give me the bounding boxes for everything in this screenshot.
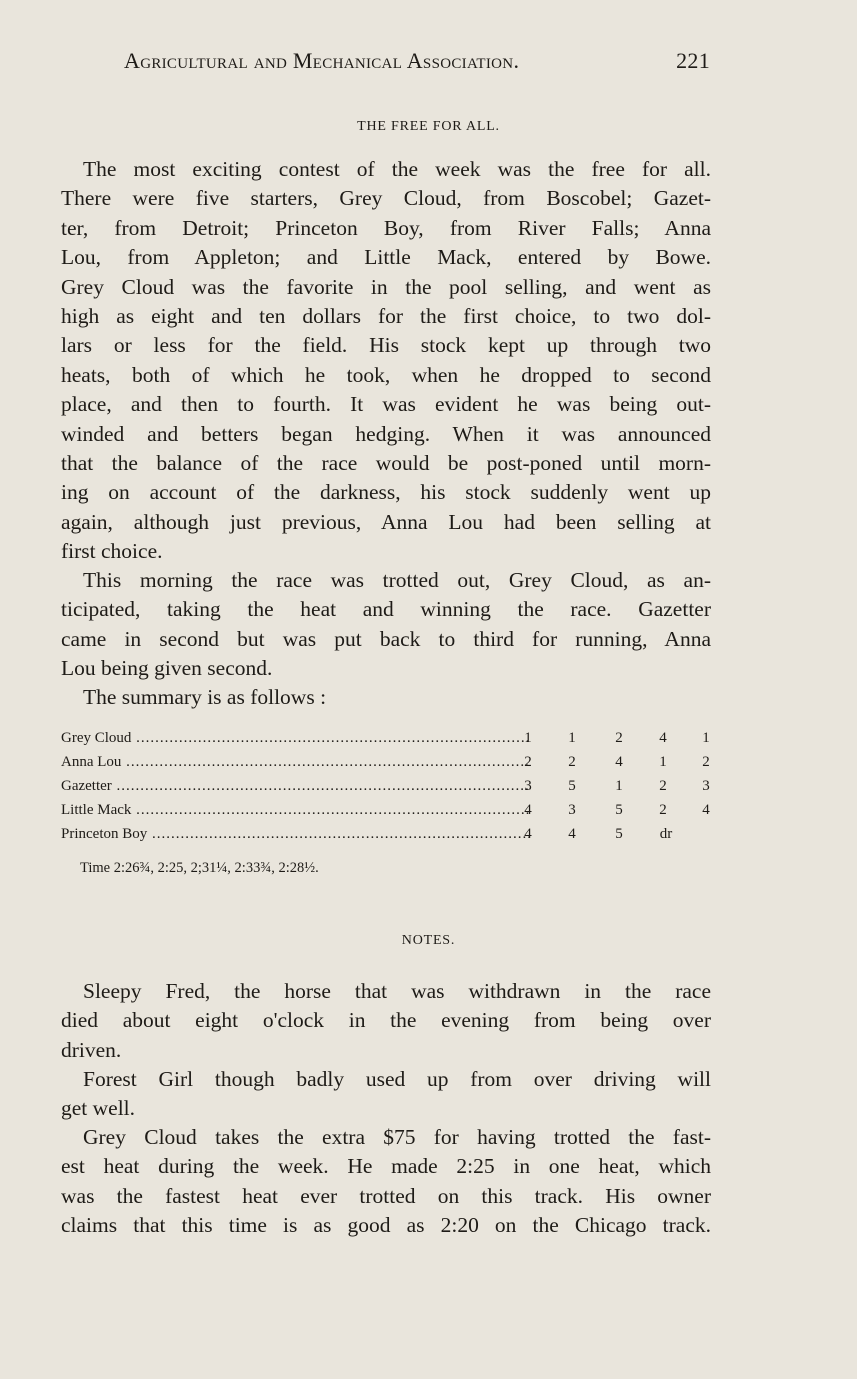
section-heading-notes: NOTES. — [401, 933, 456, 948]
horse-name: Anna Lou ..... — [61, 754, 531, 771]
table-row — [61, 802, 721, 826]
text-line: driven. — [61, 1037, 122, 1062]
text-line: Forest Girl though badly used up from over driving will — [83, 1067, 711, 1091]
text-line: Lou, from Appleton; and Little Mack, entered by Bowe. — [61, 245, 711, 270]
heat-result: 4 — [615, 754, 623, 770]
text-line: The most exciting contest of the week was the free for all. — [83, 157, 711, 181]
text-line: The summary is as follows : — [83, 685, 327, 709]
text-line: There were five starters, Grey Cloud, from Boscobel; Gazet- — [61, 186, 711, 211]
text-line: Grey Cloud takes the extra $75 for having trotted the fast- — [83, 1125, 711, 1149]
heat-result: 2 — [702, 754, 710, 770]
heat-result: 3 — [568, 802, 576, 818]
text-line: est heat during the week. He made 2:25 in one heat, which — [61, 1154, 711, 1179]
heat-result: 4 — [568, 826, 576, 842]
text-line: first choice. — [61, 539, 163, 564]
text-line: Grey Cloud was the favorite in the pool selling, and went as — [61, 274, 711, 299]
heat-result: 4 — [702, 802, 710, 818]
heat-result: 3 — [524, 778, 532, 794]
horse-name: Grey Cloud ..... — [61, 730, 531, 747]
horse-name: Gazetter ..... — [61, 778, 531, 795]
table-row — [61, 730, 721, 754]
text-line: was the fastest heat ever trotted on this track. His owner — [61, 1183, 711, 1208]
text-line: ter, from Detroit; Princeton Boy, from River Falls; Anna — [61, 215, 711, 240]
running-head — [124, 48, 714, 74]
heat-result: 1 — [615, 778, 623, 794]
text-line: again, although just previous, Anna Lou had been selling at — [61, 509, 711, 534]
paragraph-note-forest-girl — [61, 1065, 711, 1124]
heat-result: 2 — [615, 730, 623, 746]
heat-result: 4 — [524, 826, 532, 842]
text-line: high as eight and ten dollars for the first choice, to two dol- — [61, 303, 711, 328]
heat-result: 5 — [615, 826, 623, 842]
text-line: ing on account of the darkness, his stock suddenly went up — [61, 480, 711, 505]
text-line: place, and then to fourth. It was evident he was being out- — [61, 392, 711, 417]
table-row — [61, 778, 721, 802]
text-line: claims that this time is as good as 2:20 on the Chicago track. — [61, 1213, 711, 1238]
heat-result: 3 — [702, 778, 710, 794]
text-line: died about eight o'clock in the evening from being over — [61, 1008, 711, 1033]
text-line: get well. — [61, 1096, 136, 1121]
heat-result: 4 — [659, 730, 667, 746]
heat-result: 1 — [659, 754, 667, 770]
horse-name: Little Mack ..... — [61, 802, 531, 819]
heat-result: 1 — [568, 730, 576, 746]
text-line: Lou being given second. — [61, 656, 273, 681]
running-head-title: Agricultural and Mechanical Association. — [124, 48, 520, 73]
heat-result: 4 — [524, 802, 532, 818]
page-number: 221 — [676, 48, 710, 73]
heat-result: 2 — [659, 778, 667, 794]
summary-table — [61, 730, 721, 850]
text-line: Sleepy Fred, the horse that was withdrawn in the race — [83, 979, 711, 1003]
paragraph-note-sleepy-fred — [61, 977, 711, 1065]
race-times: Time 2:26¾, 2:25, 2;31¼, 2:33¾, 2:28½. — [80, 860, 319, 876]
paragraph-race-report — [61, 155, 711, 566]
text-line: ticipated, taking the heat and winning the race. Gazetter — [61, 597, 711, 622]
heat-result: 2 — [659, 802, 667, 818]
heat-result: 5 — [568, 778, 576, 794]
heat-result: dr — [659, 826, 673, 842]
heat-result: 1 — [702, 730, 710, 746]
text-line: This morning the race was trotted out, Grey Cloud, as an- — [83, 568, 711, 592]
section-heading-free-for-all: THE FREE FOR ALL. — [357, 119, 500, 134]
text-line: came in second but was put back to third for running, Anna — [61, 626, 711, 651]
table-row — [61, 754, 721, 778]
text-line: winded and betters began hedging. When it was announced — [61, 421, 711, 446]
heat-result: 2 — [524, 754, 532, 770]
horse-name: Princeton Boy ..... — [61, 826, 531, 843]
text-line: lars or less for the field. His stock kept up through two — [61, 333, 711, 358]
table-row — [61, 826, 721, 850]
text-line: that the balance of the race would be post-poned until morn- — [61, 450, 711, 475]
heat-result: 2 — [568, 754, 576, 770]
heat-result: 5 — [615, 802, 623, 818]
text-line: heats, both of which he took, when he dropped to second — [61, 362, 711, 387]
paragraph-race-result — [61, 566, 711, 684]
heat-result: 1 — [524, 730, 532, 746]
paragraph-note-grey-cloud — [61, 1123, 711, 1241]
paragraph-summary-intro — [61, 683, 711, 712]
